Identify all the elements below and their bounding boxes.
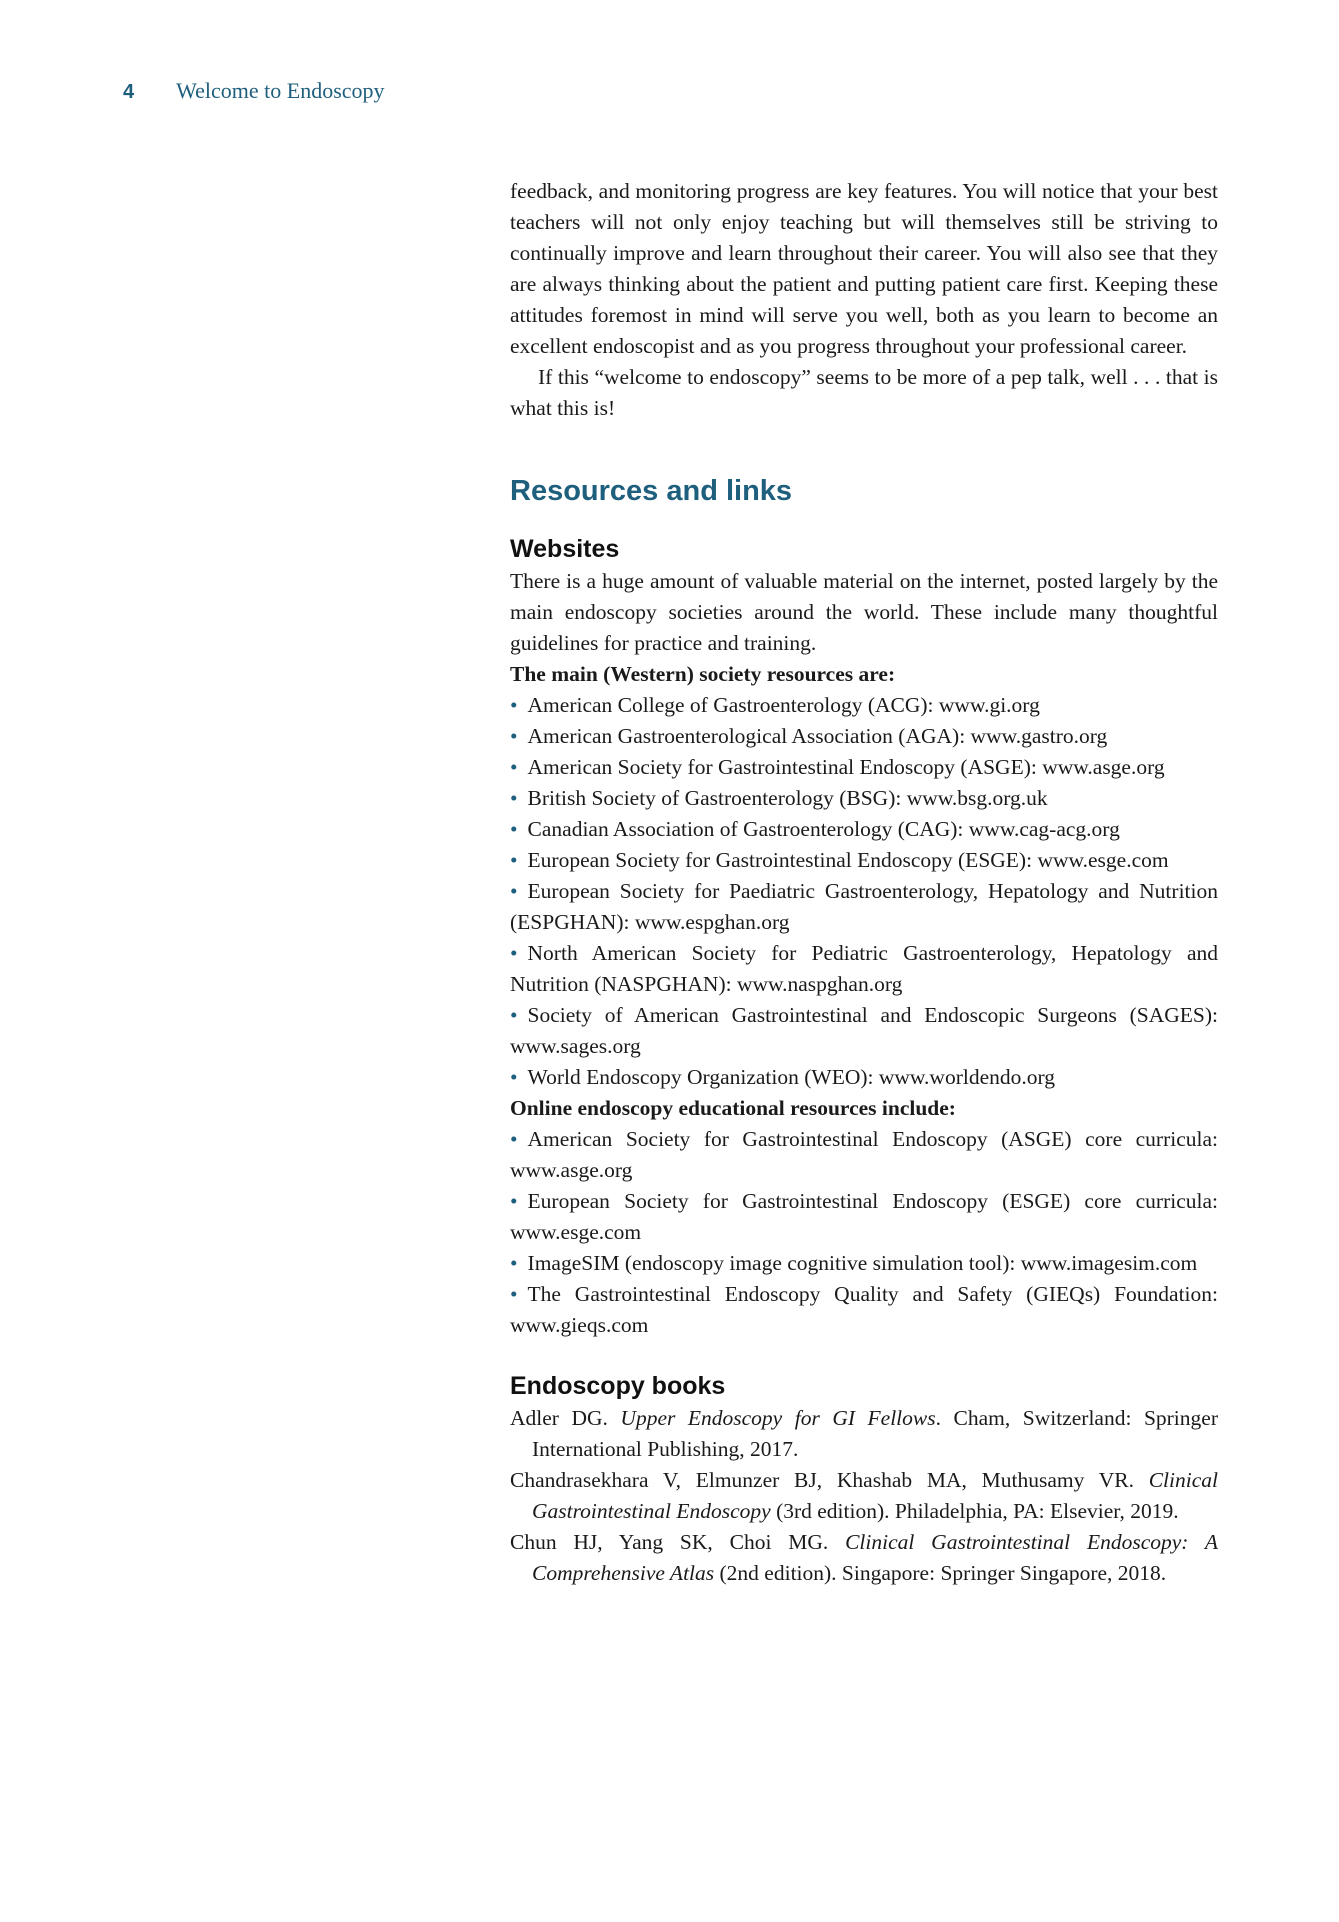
list-item-text: British Society of Gastroenterology (BSG): www.bsg.org.uk (527, 786, 1048, 810)
bullet-icon: • (510, 724, 518, 748)
bullet-icon: • (510, 1127, 518, 1151)
list-item (510, 876, 1218, 938)
books-heading: Endoscopy books (510, 1372, 726, 1400)
list-item-text: Society of American Gastrointestinal and Endoscopic Surgeons (SAGES): www.sages.org (510, 1003, 1218, 1058)
reference-title: Clinical Gastrointestinal Endoscopy: A Comprehensive Atlas (532, 1530, 1219, 1585)
reference-item (510, 1403, 1218, 1465)
bullet-icon: • (510, 1065, 518, 1089)
reference-authors: Chandrasekhara V, Elmunzer BJ, Khashab MA, Muthusamy VR. (510, 1468, 1134, 1492)
list-item-text: Canadian Association of Gastroenterology (CAG): www.cag-acg.org (527, 817, 1120, 841)
list-item-text: The Gastrointestinal Endoscopy Quality and Safety (GIEQs) Foundation: www.gieqs.com (510, 1282, 1218, 1337)
bullet-icon: • (510, 755, 518, 779)
list-item (510, 1248, 1218, 1279)
websites-intro: There is a huge amount of valuable material on the internet, posted largely by the main endoscopy societies around the world. These include many thoughtful guidelines for practice and training. (510, 569, 1218, 655)
bullet-icon: • (510, 1251, 518, 1275)
list-item-text: American College of Gastroenterology (ACG): www.gi.org (527, 693, 1040, 717)
bullet-icon: • (510, 1189, 518, 1213)
bullet-icon: • (510, 941, 518, 965)
list-item (510, 1279, 1218, 1341)
intro-paragraph-1: feedback, and monitoring progress are key features. You will notice that your best teachers will not only enjoy teaching but will themselves still be striving to continually improve and learn throughout their career. You will also see that they are always thinking about the patient and putting patient care first. Keeping these attitudes foremost in mind will serve you well, both as you learn to become an excellent endoscopist and as you progress throughout your professional career. (510, 179, 1218, 358)
list-item-text: World Endoscopy Organization (WEO): www.worldendo.org (527, 1065, 1056, 1089)
list-item-text: American Society for Gastrointestinal Endoscopy (ASGE) core curricula: www.asge.org (510, 1127, 1218, 1182)
list-item (510, 721, 1218, 752)
bullet-icon: • (510, 1282, 518, 1306)
reference-item (510, 1465, 1218, 1527)
list-item (510, 1062, 1218, 1093)
list-item-text: American Society for Gastrointestinal Endoscopy (ASGE): www.asge.org (527, 755, 1165, 779)
reference-authors: Chun HJ, Yang SK, Choi MG. (510, 1530, 829, 1554)
list-item (510, 938, 1218, 1000)
list-item-text: American Gastroenterological Association (AGA): www.gastro.org (527, 724, 1108, 748)
list-item-text: European Society for Gastrointestinal Endoscopy (ESGE): www.esge.com (527, 848, 1169, 872)
bullet-icon: • (510, 693, 518, 717)
section-heading: Resources and links (510, 475, 793, 507)
list-item-text: North American Society for Pediatric Gastroenterology, Hepatology and Nutrition (NASPGHAN): www.naspghan.org (510, 941, 1218, 996)
list-item (510, 1124, 1218, 1186)
websites-heading: Websites (510, 535, 620, 563)
bullet-icon: • (510, 786, 518, 810)
list-item (510, 845, 1218, 876)
book-references (510, 1403, 1218, 1589)
reference-item (510, 1527, 1218, 1589)
bullet-icon: • (510, 817, 518, 841)
list-item-text: European Society for Gastrointestinal Endoscopy (ESGE) core curricula: www.esge.com (510, 1189, 1218, 1244)
list-item (510, 1000, 1218, 1062)
bullet-icon: • (510, 848, 518, 872)
list-item (510, 783, 1218, 814)
reference-details: (2nd edition). Singapore: Springer Singapore, 2018. (714, 1561, 1167, 1585)
reference-details: (3rd edition). Philadelphia, PA: Elsevier, 2019. (770, 1499, 1179, 1523)
list-item (510, 752, 1218, 783)
page-number: 4 (123, 81, 135, 103)
running-head (123, 78, 385, 104)
society-resources-list (510, 690, 1218, 1093)
list-item-text: ImageSIM (endoscopy image cognitive simulation tool): www.imagesim.com (527, 1251, 1198, 1275)
online-resources-list (510, 1124, 1218, 1341)
bullet-icon: • (510, 879, 518, 903)
list-item (510, 690, 1218, 721)
reference-title: Clinical Gastrointestinal Endoscopy (532, 1468, 1218, 1523)
intro-paragraph-2: If this “welcome to endoscopy” seems to be more of a pep talk, well . . . that is what this is! (510, 365, 1218, 420)
list-item-text: European Society for Paediatric Gastroenterology, Hepatology and Nutrition (ESPGHAN): www.espghan.org (510, 879, 1218, 934)
bullet-icon: • (510, 1003, 518, 1027)
reference-authors: Adler DG. (510, 1406, 608, 1430)
list-item (510, 814, 1218, 845)
society-resources-heading: The main (Western) society resources are: (510, 662, 896, 686)
reference-title: Upper Endoscopy for GI Fellows (620, 1406, 936, 1430)
list-item (510, 1186, 1218, 1248)
main-content (510, 176, 1218, 1589)
online-resources-heading: Online endoscopy educational resources include: (510, 1096, 956, 1120)
reference-details: . Cham, Switzerland: Springer International Publishing, 2017. (532, 1406, 1218, 1461)
chapter-title: Welcome to Endoscopy (176, 78, 385, 103)
